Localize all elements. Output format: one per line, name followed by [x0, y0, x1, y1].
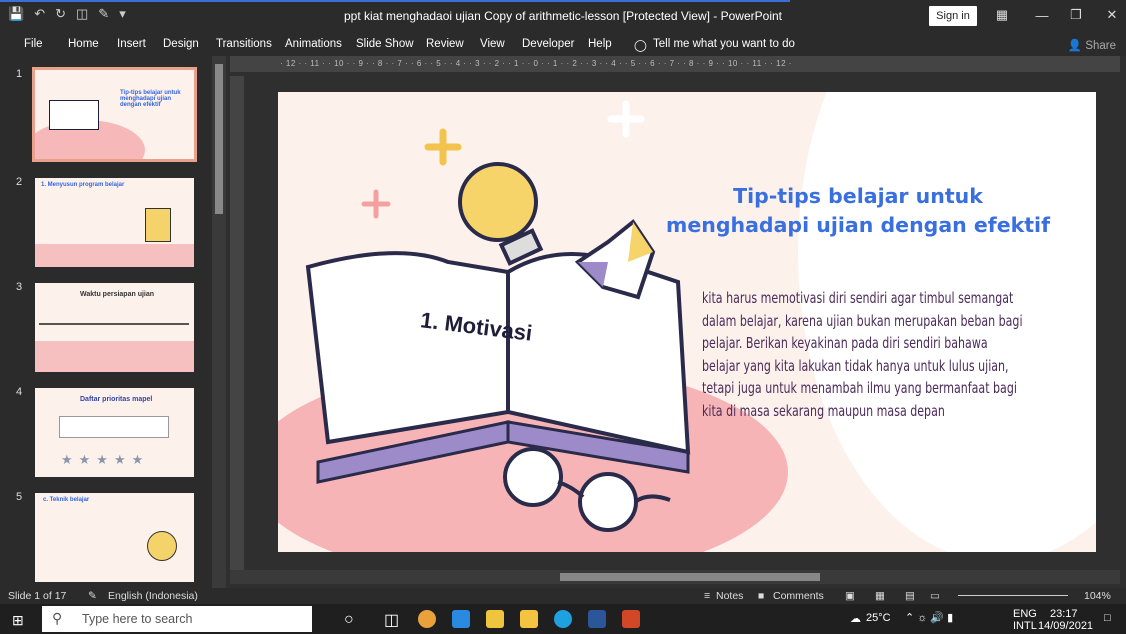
thumb-number: 1: [16, 68, 23, 80]
tab-home[interactable]: Home: [68, 38, 99, 50]
clock-date[interactable]: 14/09/2021: [1038, 620, 1094, 632]
share-button[interactable]: 👤 Share: [1067, 40, 1116, 52]
slideshow-icon[interactable]: ▭: [930, 590, 940, 602]
minimize-icon[interactable]: —: [1035, 7, 1049, 23]
word-icon[interactable]: [588, 610, 606, 628]
tab-help[interactable]: Help: [588, 38, 612, 50]
slide-sorter-icon[interactable]: ▦: [875, 590, 885, 602]
share-label: Share: [1085, 40, 1116, 52]
slide-canvas[interactable]: [278, 92, 1096, 552]
taskbar-search-input[interactable]: Type here to search: [42, 606, 312, 632]
thumb-text: Daftar prioritas mapel: [80, 396, 153, 403]
weather-icon[interactable]: ☁: [850, 613, 861, 625]
tab-animations[interactable]: Animations: [285, 38, 342, 50]
clock-time[interactable]: 23:17: [1050, 608, 1078, 620]
search-icon: ⚲: [52, 610, 63, 626]
zoom-slider[interactable]: [958, 595, 1068, 596]
sign-in-button[interactable]: Sign in: [929, 6, 977, 26]
thumb-text: Tip-tips belajar untuk menghadapi ujian dengan efektif: [120, 90, 181, 108]
slide-thumbnail-2[interactable]: [35, 178, 194, 267]
status-bar: [0, 588, 1126, 604]
thumb-number: 4: [16, 386, 23, 398]
comments-icon[interactable]: ■: [758, 590, 765, 602]
windows-taskbar: [0, 604, 1126, 634]
close-icon[interactable]: ✕: [1106, 7, 1118, 22]
slide-thumbnail-4[interactable]: Daftar prioritas mapel ★★★★★: [35, 388, 194, 477]
file-explorer-icon[interactable]: [520, 610, 538, 628]
tab-view[interactable]: View: [480, 38, 505, 50]
windows-start-icon[interactable]: ⊞: [12, 612, 24, 628]
tab-transitions[interactable]: Transitions: [216, 38, 272, 50]
tab-developer[interactable]: Developer: [522, 38, 575, 50]
notifications-icon[interactable]: □: [1104, 612, 1111, 624]
accessibility-icon[interactable]: ✎: [88, 590, 97, 602]
ribbon-display-icon[interactable]: ▦: [995, 7, 1009, 22]
chrome-icon[interactable]: [418, 610, 436, 628]
zoom-level[interactable]: 104%: [1084, 590, 1111, 602]
thumb-text: 1. Menyusun program belajar: [41, 182, 125, 188]
tab-design[interactable]: Design: [163, 38, 199, 50]
undo-icon[interactable]: ↶: [34, 6, 46, 21]
slide-thumbnail-3[interactable]: [35, 283, 194, 372]
tray-icons[interactable]: ⌃ ☼ 🔊 ▮: [905, 612, 954, 624]
thumb-text: Waktu persiapan ujian: [80, 291, 155, 298]
maximize-icon[interactable]: ❐: [1070, 7, 1082, 22]
horizontal-ruler: · 12 · · 11 · · 10 · · 9 · · 8 · · 7 · · 6 · · 5 · · 4 · · 3 · · 2 · · 1 · · 0 · · 1 · · 2 · · 3 · · 4 · · 5 · · 6 · · 7 · · 8 · · 9 · · 10 · · 11 · · 12 ·: [230, 56, 1120, 72]
slide-thumbnail-5[interactable]: [35, 493, 194, 582]
tab-review[interactable]: Review: [426, 38, 464, 50]
tab-insert[interactable]: Insert: [117, 38, 146, 50]
language-indicator[interactable]: English (Indonesia): [108, 590, 198, 602]
slide-counter: Slide 1 of 17: [8, 590, 67, 602]
book-label[interactable]: 1. Motivasi: [418, 307, 534, 346]
work-area: [0, 56, 1126, 588]
present-icon[interactable]: ◫: [76, 6, 89, 21]
temperature[interactable]: 25°C: [866, 612, 891, 624]
scroll-thumb[interactable]: [560, 573, 820, 581]
vertical-ruler: [230, 76, 244, 571]
thumb-number: 3: [16, 281, 23, 293]
title-bar: [0, 0, 1126, 32]
cortana-icon[interactable]: ○: [344, 611, 354, 628]
slide-body-text[interactable]: kita harus memotivasi diri sendiri agar timbul semangat dalam belajar, karena ujian bukan merupakan beban bagi pelajar. Berikan keyakinan pada diri sendiri bahawa belajar yang kita lakukan tidak hanya untuk lulus ujian, tetapi juga untuk menambah ilmu yang bermanfaat bagi kita di masa sekarang maupun masa depan: [702, 290, 1023, 420]
language-top[interactable]: ENG: [1013, 608, 1037, 620]
scroll-thumb[interactable]: [215, 64, 223, 214]
notes-button[interactable]: Notes: [716, 590, 744, 602]
normal-view-icon[interactable]: ▣: [845, 590, 855, 602]
task-view-icon[interactable]: ◫: [384, 612, 400, 629]
tell-me-input[interactable]: Tell me what you want to do: [653, 38, 795, 50]
save-icon[interactable]: 💾: [8, 6, 25, 21]
thumbnail-scrollbar[interactable]: [212, 56, 226, 588]
redo-icon[interactable]: ↻: [55, 6, 66, 21]
horizontal-scrollbar[interactable]: [230, 570, 1120, 584]
pen-icon[interactable]: ✎: [98, 6, 110, 21]
slide-title[interactable]: Tip-tips belajar untuk menghadapi ujian dengan efektif: [665, 184, 1051, 237]
thumb-text: c. Teknik belajar: [43, 497, 90, 503]
window-title: ppt kiat menghadaoi ujian Copy of arithmetic-lesson [Protected View] - PowerPoint: [343, 9, 782, 23]
customize-icon[interactable]: ▾: [119, 6, 126, 21]
tab-file[interactable]: File: [24, 38, 43, 50]
notes-icon[interactable]: ≡: [704, 590, 711, 602]
accent-line: [0, 0, 790, 2]
slide-thumbnail-pane: [0, 56, 212, 588]
powerpoint-icon[interactable]: [622, 610, 640, 628]
thumb-number: 5: [16, 491, 23, 503]
edge-icon[interactable]: [554, 610, 572, 628]
store-icon[interactable]: [486, 610, 504, 628]
comments-button[interactable]: Comments: [773, 590, 824, 602]
ribbon-tabs: [0, 32, 1126, 56]
slide-thumbnail-1[interactable]: [35, 70, 194, 159]
mail-icon[interactable]: [452, 610, 470, 628]
reading-view-icon[interactable]: ▤: [905, 590, 915, 602]
language-bottom[interactable]: INTL: [1013, 620, 1037, 632]
lightbulb-icon: ◯: [634, 40, 647, 52]
tab-slide-show[interactable]: Slide Show: [356, 38, 414, 50]
thumb-number: 2: [16, 176, 23, 188]
